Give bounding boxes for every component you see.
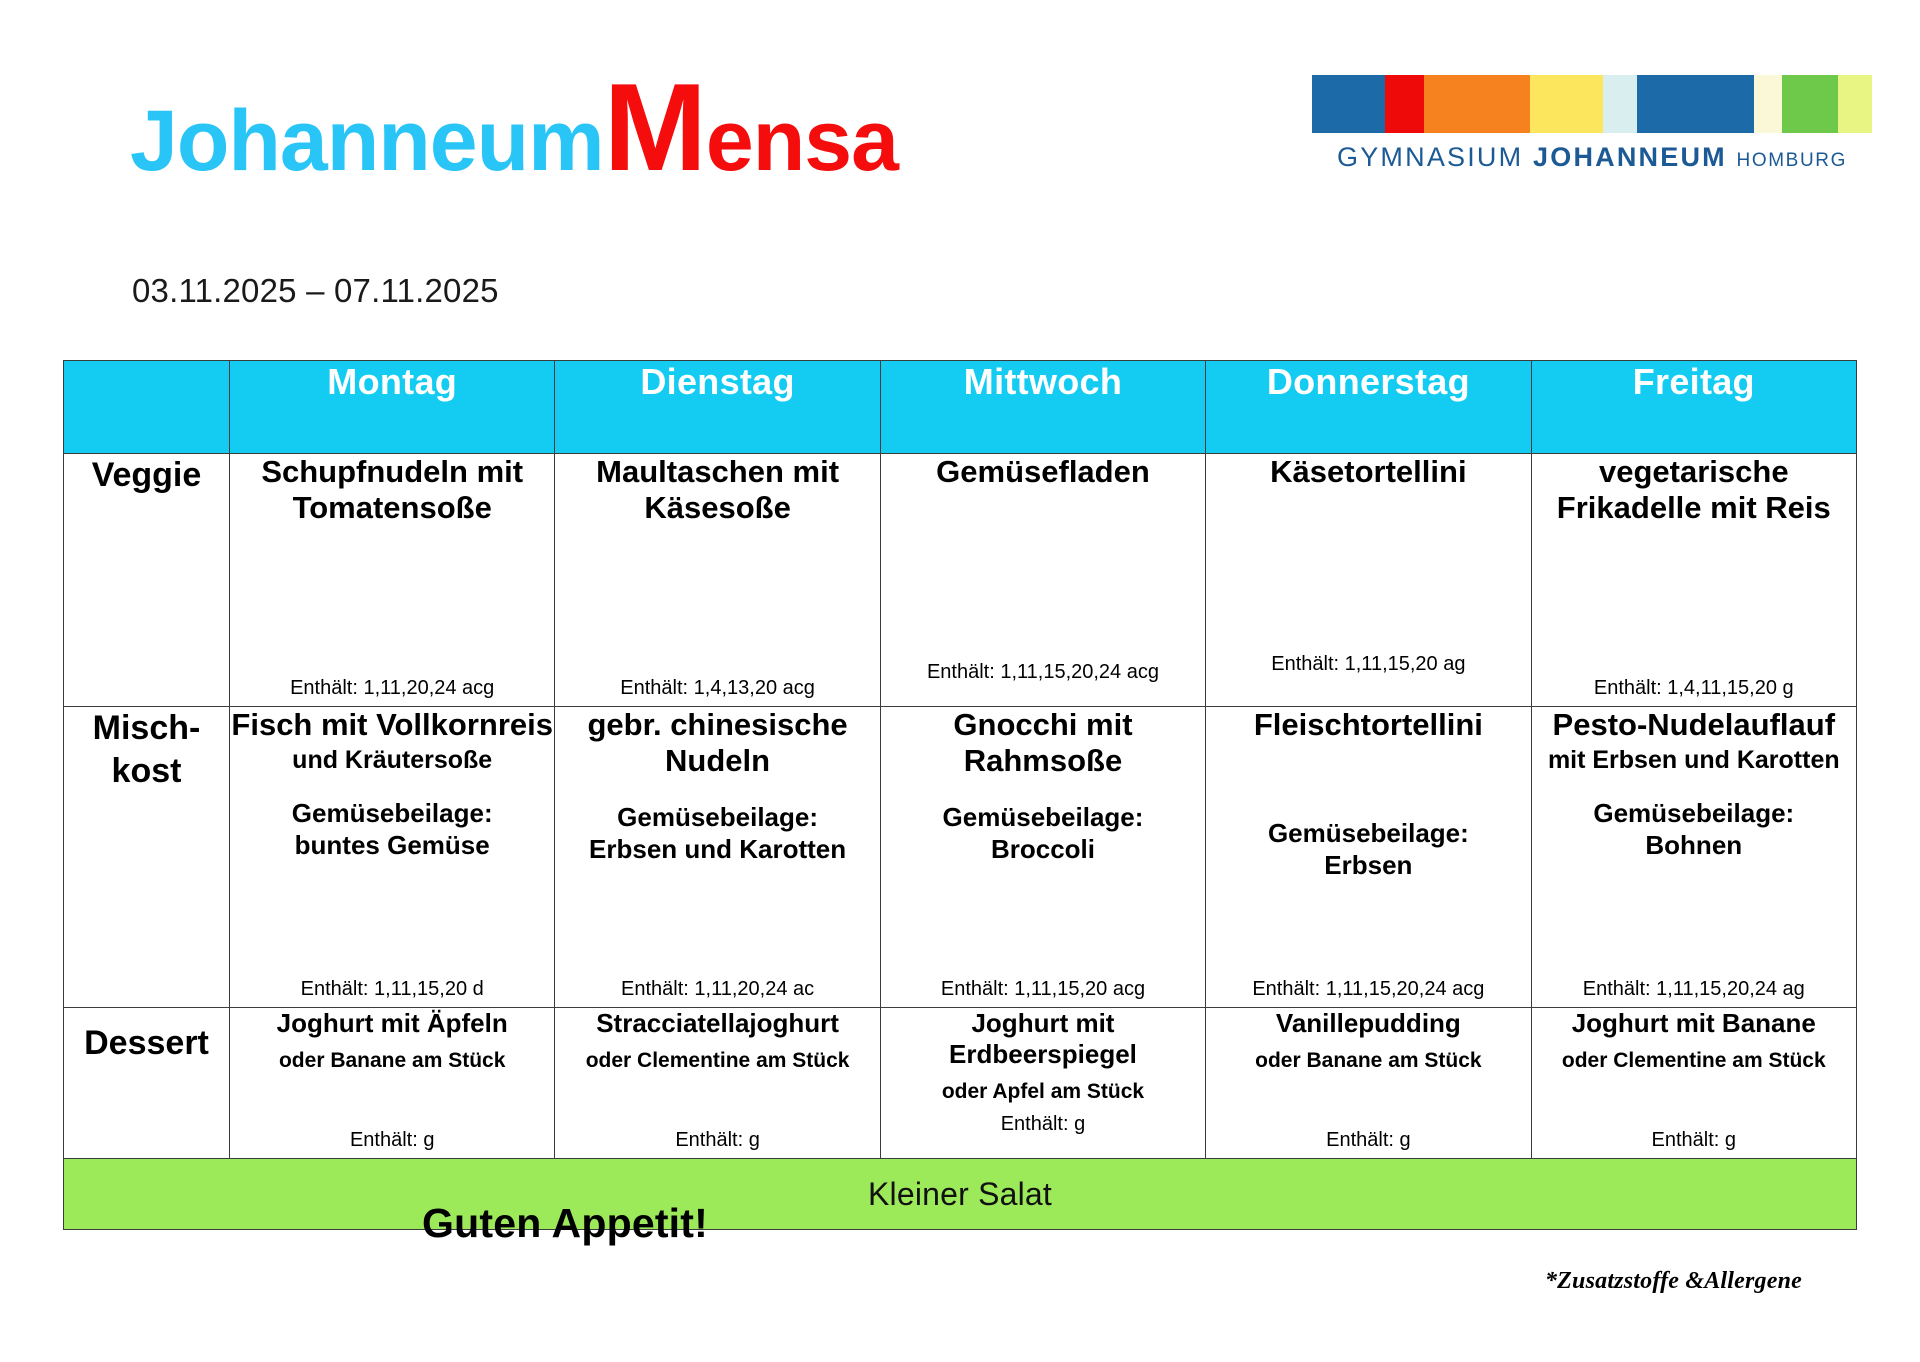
dish-name: Joghurt mit Erdbeerspiegel [949, 1008, 1137, 1070]
menu-cell-dessert-dienstag [555, 1008, 880, 1159]
menu-cell-veggie-donnerstag [1206, 454, 1531, 707]
row-label-mischkost [64, 707, 230, 1008]
dish-subtitle: mit Erbsen und Karotten [1547, 745, 1840, 774]
allergen-info: Enthält: 1,11,15,20,24 acg [1252, 978, 1485, 1000]
dish-name: Schupfnudeln mit Tomatensoße [261, 454, 524, 525]
dish-name: Fleischtortellini [1253, 707, 1483, 742]
allergen-info: Enthält: 1,11,15,20,24 ag [1582, 978, 1805, 1000]
dish-name: Fisch mit Vollkornreis [231, 707, 553, 742]
menu-cell-dessert-freitag [1531, 1008, 1856, 1159]
logo-text-johanneum: JOHANNEUM [1533, 142, 1727, 172]
menu-cell-veggie-mittwoch [880, 454, 1205, 707]
row-label-mischkost-line2: kost [111, 751, 182, 790]
bar-blue-2 [1637, 75, 1755, 133]
salad-banner: Kleiner Salat [64, 1159, 1857, 1230]
allergen-info: Enthält: 1,4,13,20 acg [620, 677, 815, 699]
dish-name: Joghurt mit Banane [1571, 1008, 1816, 1038]
allergen-info: Enthält: 1,4,11,15,20 g [1593, 677, 1794, 699]
logo-text-gymnasium: GYMNASIUM [1337, 142, 1524, 172]
menu-cell-mischkost-mittwoch [880, 707, 1205, 1008]
menu-cell-mischkost-dienstag [555, 707, 880, 1008]
menu-table-head [64, 361, 1857, 454]
dish-name: Maultaschen mit Käsesoße [596, 454, 840, 525]
dish-alternative: oder Clementine am Stück [585, 1049, 850, 1073]
bar-yellow [1530, 75, 1603, 133]
allergen-info: Enthält: 1,11,15,20 acg [940, 978, 1146, 1000]
side-dish [881, 801, 1205, 866]
menu-cell-mischkost-montag [230, 707, 555, 1008]
dish-alternative: oder Apfel am Stück [941, 1080, 1145, 1104]
side-dish-label: Gemüsebeilage: [1267, 817, 1469, 848]
dish-name: Gemüsefladen [936, 454, 1150, 489]
allergen-footnote: *Zusatzstoffe &Allergene [1544, 1268, 1802, 1294]
side-dish-label: Gemüsebeilage: [942, 801, 1144, 832]
dish-name: vegetarische Frikadelle mit Reis [1556, 454, 1831, 525]
allergen-info: Enthält: 1,11,15,20,24 acg [926, 661, 1159, 683]
bar-green [1782, 75, 1838, 133]
page-header [0, 0, 1920, 309]
dish-name: Käsetortellini [1270, 454, 1467, 489]
menu-cell-veggie-montag [230, 454, 555, 707]
dish-name: Vanillepudding [1275, 1008, 1461, 1038]
bar-paleyellow [1838, 75, 1872, 133]
day-header-freitag: Freitag [1531, 361, 1856, 454]
menu-cell-dessert-montag [230, 1008, 555, 1159]
menu-cell-veggie-freitag [1531, 454, 1856, 707]
bar-red [1385, 75, 1424, 133]
allergen-info: Enthält: g [675, 1129, 760, 1151]
side-dish-value: Erbsen und Karotten [589, 834, 847, 865]
allergen-info: Enthält: g [349, 1129, 435, 1151]
allergen-info: Enthält: 1,11,20,24 acg [290, 677, 495, 699]
row-label-mischkost-line1: Misch- [92, 709, 201, 747]
allergen-info: Enthält: 1,11,15,20 ag [1271, 653, 1466, 675]
day-header-donnerstag: Donnerstag [1206, 361, 1531, 454]
menu-cell-veggie-dienstag [555, 454, 880, 707]
page-title [130, 59, 898, 197]
dish-alternative: oder Banane am Stück [1255, 1049, 1482, 1073]
allergen-info: Enthält: g [1326, 1129, 1411, 1151]
side-dish [230, 797, 554, 862]
menu-row-dessert [64, 1008, 1857, 1159]
dish-name: Gnocchi mit Rahmsoße [953, 707, 1133, 778]
side-dish-label: Gemüsebeilage: [1593, 797, 1795, 828]
day-header-mittwoch: Mittwoch [880, 361, 1205, 454]
dish-alternative: oder Banane am Stück [278, 1049, 506, 1073]
dish-name: Joghurt mit Äpfeln [276, 1008, 508, 1038]
menu-cell-dessert-donnerstag [1206, 1008, 1531, 1159]
menu-cell-mischkost-donnerstag [1206, 707, 1531, 1008]
menu-table-body [64, 454, 1857, 1230]
bar-blue-1 [1312, 75, 1385, 133]
logo-color-bars [1312, 75, 1872, 133]
bar-cream [1754, 75, 1782, 133]
side-dish-value: Broccoli [990, 834, 1095, 865]
brand-word-mensa [603, 59, 898, 197]
row-label-veggie: Veggie [64, 454, 230, 707]
table-corner-cell [64, 361, 230, 454]
side-dish-value: buntes Gemüse [294, 830, 490, 861]
day-header-montag: Montag [230, 361, 555, 454]
allergen-info: Enthält: 1,11,20,24 ac [621, 978, 815, 1000]
allergen-info: Enthält: g [1651, 1129, 1737, 1151]
bar-paleblue [1603, 75, 1637, 133]
bar-orange [1424, 75, 1530, 133]
allergen-info: Enthält: g [1000, 1113, 1086, 1135]
menu-table [63, 360, 1857, 1230]
date-range: 03.11.2025 – 07.11.2025 [132, 272, 499, 309]
menu-row-veggie [64, 454, 1857, 707]
school-logo [1312, 75, 1872, 173]
side-dish-label: Gemüsebeilage: [291, 797, 493, 828]
row-label-dessert: Dessert [64, 1008, 230, 1159]
dish-name: gebr. chinesische Nudeln [587, 707, 848, 778]
logo-text [1312, 142, 1872, 173]
dish-subtitle: und Kräutersoße [292, 745, 493, 774]
side-dish-label: Gemüsebeilage: [617, 801, 819, 832]
brand-mensa-rest: ensa [705, 93, 898, 189]
bon-appetit-text: Guten Appetit! [422, 1200, 708, 1246]
dish-name: Stracciatellajoghurt [596, 1008, 839, 1038]
side-dish [1206, 817, 1530, 882]
menu-row-mischkost [64, 707, 1857, 1008]
logo-text-homburg: HOMBURG [1736, 150, 1847, 171]
dish-alternative: oder Clementine am Stück [1561, 1049, 1826, 1073]
day-header-row [64, 361, 1857, 454]
side-dish [555, 801, 879, 866]
allergen-info: Enthält: 1,11,15,20 d [300, 978, 484, 1000]
side-dish-value: Bohnen [1645, 830, 1743, 861]
side-dish-value: Erbsen [1324, 850, 1413, 881]
side-dish [1532, 797, 1856, 862]
dish-name: Pesto-Nudelauflauf [1552, 707, 1836, 742]
brand-word-johanneum: Johanneum [130, 93, 604, 189]
brand-mensa-capital: M [603, 59, 706, 197]
menu-cell-mischkost-freitag [1531, 707, 1856, 1008]
day-header-dienstag: Dienstag [555, 361, 880, 454]
menu-cell-dessert-mittwoch [880, 1008, 1205, 1159]
